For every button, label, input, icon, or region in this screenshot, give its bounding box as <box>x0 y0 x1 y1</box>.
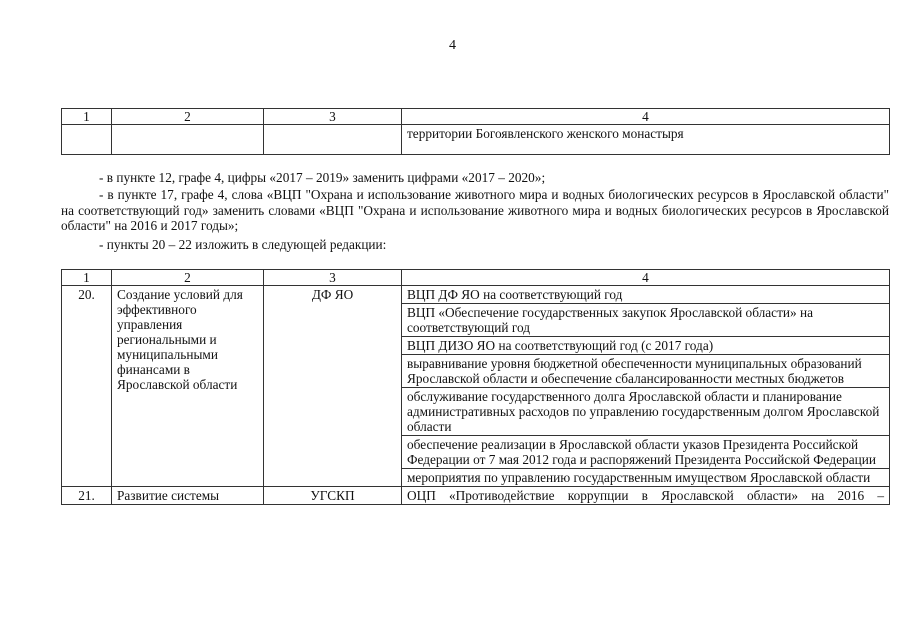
table-cell: территории Богоявленского женского монастыря <box>402 125 890 155</box>
paragraph-item-17: - в пункте 17, графе 4, слова «ВЦП "Охрана и использование животного мира и водных биологических ресурсов в Ярославской области" на соответствующий год» заменить словами «ВЦП "Охрана и использование животного мира и водных биологических ресурсов в Ярославской области" на 2016 и 2017 годы»; <box>61 187 889 233</box>
row-number: 21. <box>62 487 112 505</box>
program-item: мероприятия по управлению государственным имуществом Ярославской области <box>402 469 890 487</box>
responsible-org: ДФ ЯО <box>264 286 402 487</box>
table-row <box>62 286 890 304</box>
program-item: выравнивание уровня бюджетной обеспеченности муниципальных образований Ярославской области и обеспечение сбалансированности местных бюджетов <box>402 355 890 388</box>
continuation-table <box>61 108 890 155</box>
program-item: обслуживание государственного долга Ярославской области и планирование административных расходов по управлению государственным долгом Ярославской области <box>402 388 890 436</box>
column-header: 4 <box>402 270 890 286</box>
table-header-row <box>62 109 890 125</box>
program-item: ВЦП ДФ ЯО на соответствующий год <box>402 286 890 304</box>
program-item: ОЦП «Противодействие коррупции в Ярославской области» на 2016 – <box>402 487 890 505</box>
column-header: 2 <box>112 270 264 286</box>
program-item: обеспечение реализации в Ярославской области указов Президента Российской Федерации от 7 мая 2012 года и распоряжений Президента Российской Федерации <box>402 436 890 469</box>
responsible-org: УГСКП <box>264 487 402 505</box>
table-cell <box>112 125 264 155</box>
column-header: 1 <box>62 270 112 286</box>
program-item: ВЦП «Обеспечение государственных закупок Ярославской области» на соответствующий год <box>402 304 890 337</box>
column-header: 4 <box>402 109 890 125</box>
paragraph-item-12: - в пункте 12, графе 4, цифры «2017 – 2019» заменить цифрами «2017 – 2020»; <box>99 170 546 185</box>
column-header: 2 <box>112 109 264 125</box>
row-number: 20. <box>62 286 112 487</box>
table-cell <box>62 125 112 155</box>
column-header: 3 <box>264 270 402 286</box>
program-table <box>61 269 890 505</box>
table-header-row <box>62 270 890 286</box>
program-name: Создание условий для эффективного управления региональными и муниципальными финансами в Ярославской области <box>112 286 264 487</box>
paragraph-items-20-22: - пункты 20 – 22 изложить в следующей редакции: <box>99 237 387 252</box>
program-name: Развитие системы <box>112 487 264 505</box>
column-header: 1 <box>62 109 112 125</box>
table-row <box>62 487 890 505</box>
table-cell <box>264 125 402 155</box>
table-row <box>62 125 890 155</box>
column-header: 3 <box>264 109 402 125</box>
program-item: ВЦП ДИЗО ЯО на соответствующий год (с 2017 года) <box>402 337 890 355</box>
page-number: 4 <box>449 38 456 53</box>
